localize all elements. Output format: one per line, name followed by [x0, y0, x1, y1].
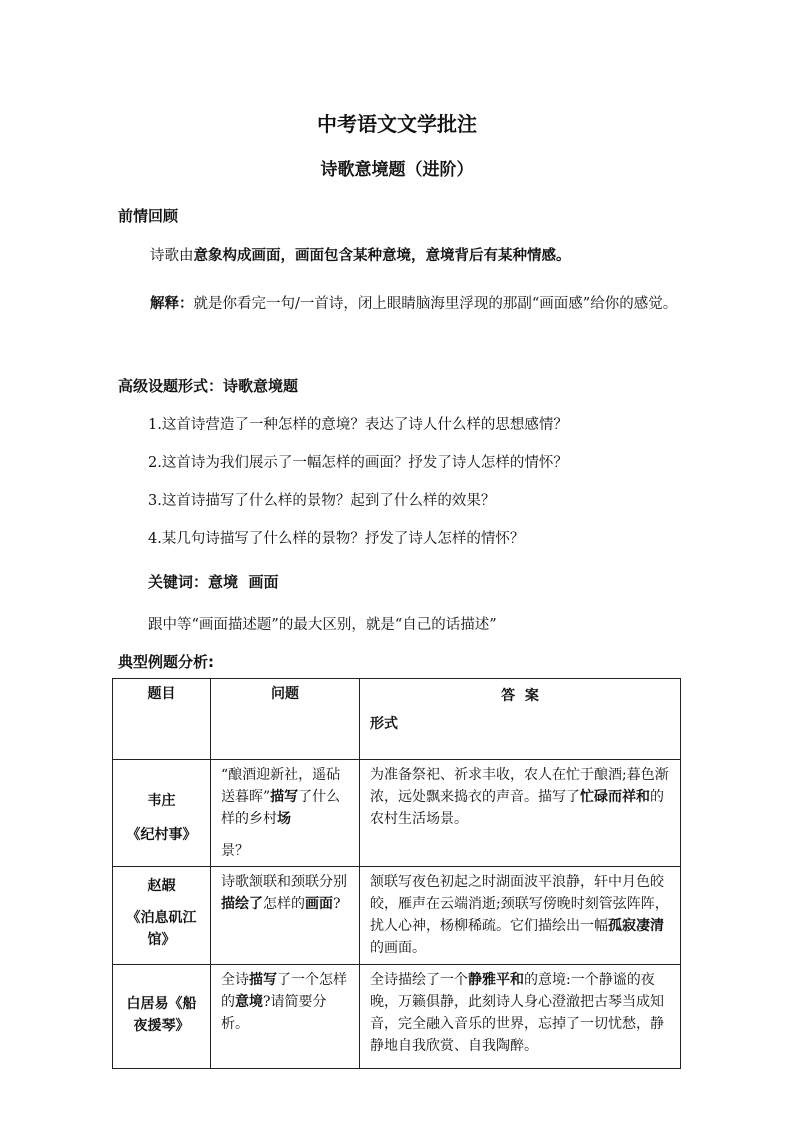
header-cell-title: 题目	[113, 679, 211, 760]
row-question-cell: 诗歌颔联和颈联分别描绘了怎样的画面?	[211, 867, 360, 965]
document-subtitle: 诗歌意境题（进阶）	[320, 160, 474, 180]
row-title-cell: 韦庄 《纪村事》	[113, 760, 211, 867]
review-text: 诗歌由	[150, 248, 194, 264]
explain-label: 解释：	[150, 296, 194, 312]
question-item: 1.这首诗营造了一种怎样的意境？表达了诗人什么样的思想感情？	[148, 417, 568, 433]
comparison-note: 跟中等“画面描述题”的最大区别，就是“自己的话描述”	[148, 617, 497, 633]
table-row	[113, 867, 681, 965]
row-question-cell: 全诗描写了一个怎样的意境?请简要分析。	[211, 965, 360, 1069]
header-cell-question: 问题	[211, 679, 360, 760]
table-row	[113, 760, 681, 867]
review-heading: 前情回顾	[118, 207, 179, 225]
table-header-row	[113, 679, 681, 760]
row-title-cell: 白居易《船夜援琴》	[113, 965, 211, 1069]
question-item: 3.这首诗描写了什么样的景物？起到了什么样的效果？	[148, 493, 496, 509]
examples-table	[112, 678, 681, 1069]
question-item: 4.某几句诗描写了什么样的景物？抒发了诗人怎样的情怀？	[148, 531, 525, 547]
explain-paragraph	[118, 288, 683, 321]
question-item: 2.这首诗为我们展示了一幅怎样的画面？抒发了诗人怎样的情怀？	[148, 455, 568, 471]
examples-heading: 典型例题分析:	[118, 653, 214, 671]
document-title: 中考语文文学批注	[317, 112, 477, 136]
explain-text: 就是你看完一句/一首诗，闭上眼睛脑海里浮现的那副“画面感”给你的感觉。	[193, 296, 678, 312]
row-answer-cell: 全诗描绘了一个静雅平和的意境:一个静谧的夜晚，万籁俱静，此刻诗人身心澄澈把古琴当成知音，完全融入音乐的世界，忘掉了一切忧愁，静静地自我欣赏、自我陶醉。	[360, 965, 681, 1069]
row-answer-cell: 为准备祭祀、祈求丰收，农人在忙于酿酒;暮色渐浓，远处飘来捣衣的声音。描写了忙碌而祥和的农村生活场景。	[360, 760, 681, 867]
row-answer-cell: 颔联写夜色初起之时湖面波平浪静，轩中月色皎皎，雁声在云端消逝;颈联写傍晚时刻管弦阵阵，扰人心神，杨柳稀疏。它们描绘出一幅孤寂凄清的画面。	[360, 867, 681, 965]
header-cell-answer: 答 案 形式	[360, 679, 681, 760]
review-paragraph	[118, 240, 683, 273]
keywords-line: 关键词：意境 画面	[148, 573, 279, 591]
review-bold-text: 意象构成画面，画面包含某种意境，意境背后有某种情感。	[193, 248, 571, 264]
row-title-cell: 赵嘏 《泊息矶江馆》	[113, 867, 211, 965]
table-row	[113, 965, 681, 1069]
row-question-cell: “酿酒迎新社，遥砧送暮晖”描写了什么样的乡村场 景？	[211, 760, 360, 867]
advanced-heading: 高级设题形式：诗歌意境题	[118, 377, 299, 395]
